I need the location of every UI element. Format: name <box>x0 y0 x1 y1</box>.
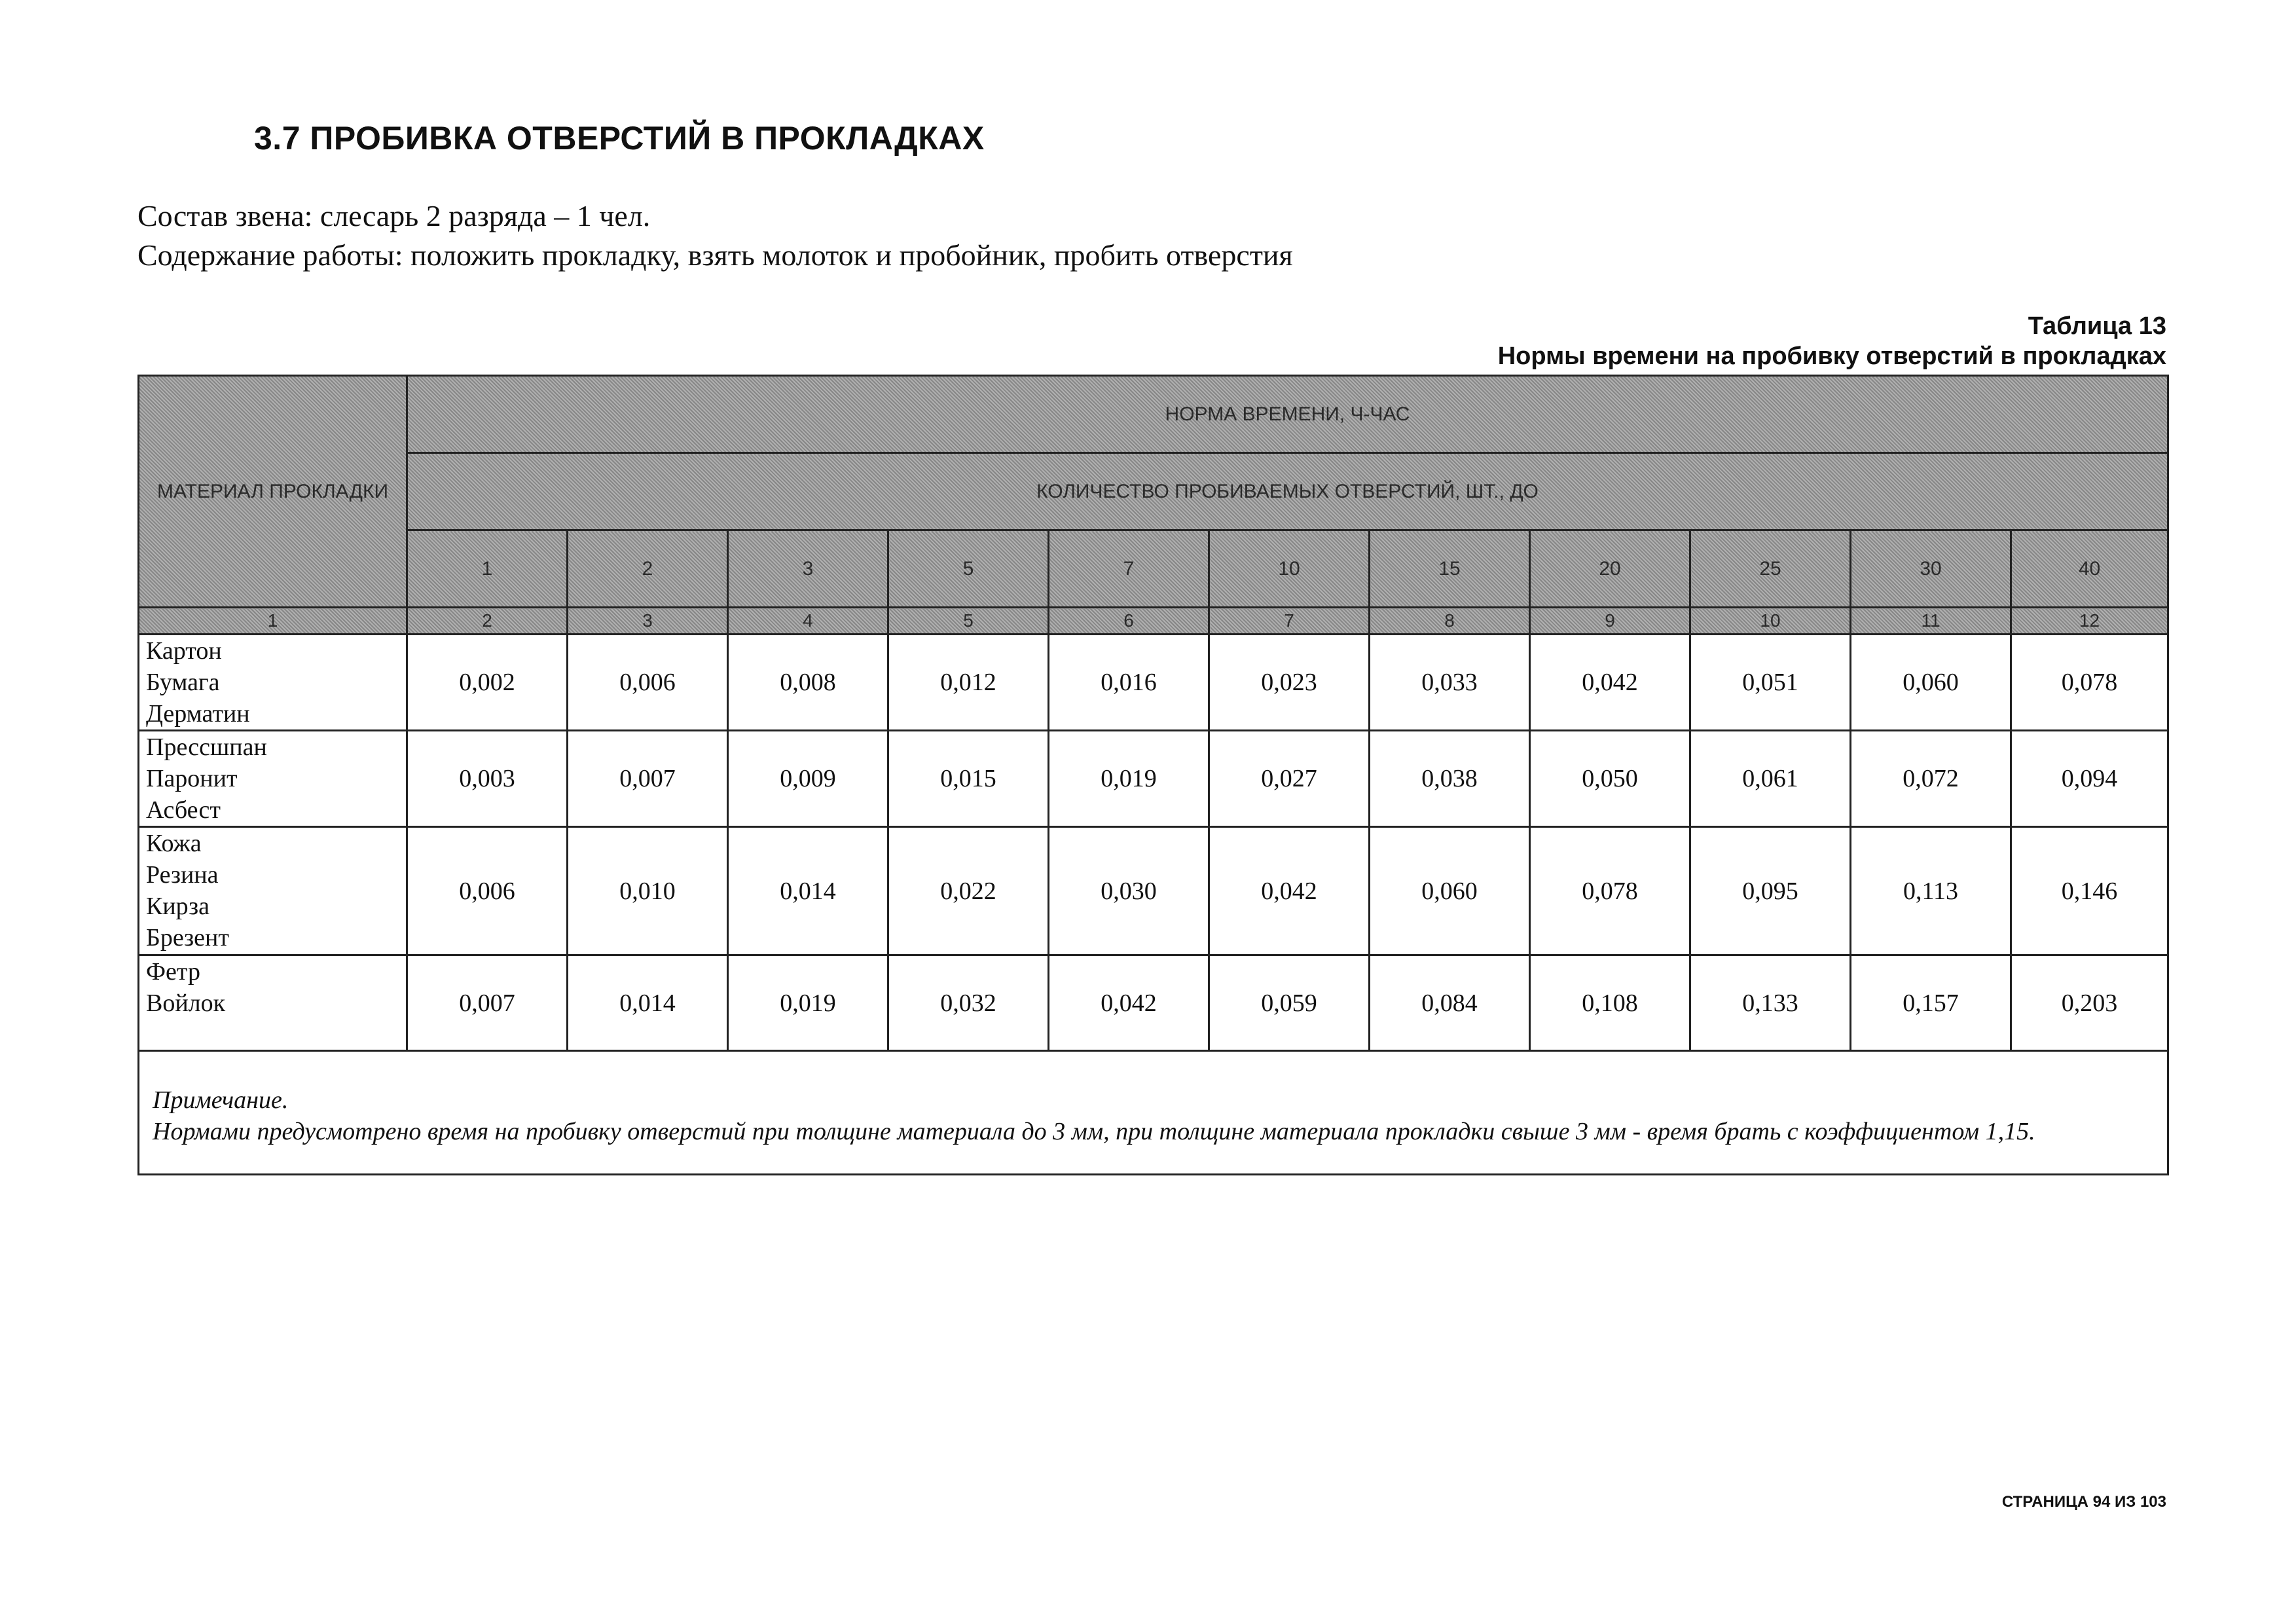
norm-value: 0,038 <box>1370 731 1530 827</box>
norm-value: 0,027 <box>1209 731 1370 827</box>
norm-value: 0,050 <box>1530 731 1690 827</box>
column-number: 9 <box>1530 608 1690 635</box>
norm-value: 0,060 <box>1851 635 2011 731</box>
norm-value: 0,007 <box>568 731 728 827</box>
table-row <box>139 955 2168 1051</box>
hole-count-header: 25 <box>1690 530 1851 608</box>
hole-count-header: 2 <box>568 530 728 608</box>
material-name: Картон <box>146 637 222 665</box>
material-name: Кожа <box>146 830 202 857</box>
norm-value: 0,059 <box>1209 955 1370 1051</box>
norm-value: 0,009 <box>728 731 888 827</box>
norm-value: 0,078 <box>1530 827 1690 955</box>
material-name: Асбест <box>146 796 221 824</box>
material-name: Брезент <box>146 924 229 951</box>
norm-value: 0,023 <box>1209 635 1370 731</box>
norm-value: 0,095 <box>1690 827 1851 955</box>
norm-value: 0,113 <box>1851 827 2011 955</box>
header-material: МАТЕРИАЛ ПРОКЛАДКИ <box>139 376 407 608</box>
table-caption <box>1498 311 2166 371</box>
norm-value: 0,010 <box>568 827 728 955</box>
header-norm: НОРМА ВРЕМЕНИ, Ч-ЧАС <box>407 376 2168 453</box>
material-name: Резина <box>146 861 219 889</box>
norm-value: 0,157 <box>1851 955 2011 1051</box>
intro-text <box>137 196 1293 275</box>
material-cell <box>139 955 407 1051</box>
norm-value: 0,030 <box>1049 827 1209 955</box>
column-number: 2 <box>407 608 568 635</box>
column-number: 12 <box>2011 608 2168 635</box>
material-name: Паронит <box>146 765 238 792</box>
column-number: 5 <box>888 608 1049 635</box>
norm-value: 0,108 <box>1530 955 1690 1051</box>
norm-value: 0,015 <box>888 731 1049 827</box>
norm-value: 0,042 <box>1049 955 1209 1051</box>
norm-value: 0,033 <box>1370 635 1530 731</box>
hole-count-header: 7 <box>1049 530 1209 608</box>
norm-value: 0,203 <box>2011 955 2168 1051</box>
table-title: Нормы времени на пробивку отверстий в прокладках <box>1497 342 2166 370</box>
norm-value: 0,060 <box>1370 827 1530 955</box>
norm-value: 0,006 <box>407 827 568 955</box>
table-row <box>139 635 2168 731</box>
table-number: Таблица 13 <box>2028 312 2166 340</box>
hole-count-header: 20 <box>1530 530 1690 608</box>
norm-value: 0,019 <box>1049 731 1209 827</box>
table-row <box>139 731 2168 827</box>
note-text: Нормами предусмотрено время на пробивку отверстий при толщине материала до 3 мм, при толщине материала прокладки свыше 3 мм - время брать с коэффициентом 1,15. <box>153 1118 2035 1145</box>
norm-value: 0,014 <box>568 955 728 1051</box>
norm-value: 0,084 <box>1370 955 1530 1051</box>
table-note <box>139 1051 2168 1175</box>
material-name: Дерматин <box>146 700 250 728</box>
column-number: 6 <box>1049 608 1209 635</box>
column-number: 1 <box>139 608 407 635</box>
material-name: Прессшпан <box>146 733 267 761</box>
material-name: Кирза <box>146 893 210 920</box>
column-number: 11 <box>1851 608 2011 635</box>
crew-composition: Состав звена: слесарь 2 разряда – 1 чел. <box>137 199 651 232</box>
hole-count-header: 5 <box>888 530 1049 608</box>
material-cell <box>139 635 407 731</box>
column-number: 3 <box>568 608 728 635</box>
column-number: 10 <box>1690 608 1851 635</box>
section-heading: 3.7 ПРОБИВКА ОТВЕРСТИЙ В ПРОКЛАДКАХ <box>254 120 985 157</box>
norm-value: 0,002 <box>407 635 568 731</box>
material-name: Фетр <box>146 958 200 986</box>
norm-value: 0,042 <box>1530 635 1690 731</box>
page-number: СТРАНИЦА 94 ИЗ 103 <box>2001 1493 2166 1511</box>
norms-table <box>137 375 2169 1175</box>
material-cell <box>139 827 407 955</box>
column-number: 4 <box>728 608 888 635</box>
column-number: 7 <box>1209 608 1370 635</box>
header-hole-count: КОЛИЧЕСТВО ПРОБИВАЕМЫХ ОТВЕРСТИЙ, ШТ., ДО <box>407 453 2168 530</box>
note-title: Примечание. <box>153 1086 289 1114</box>
norm-value: 0,016 <box>1049 635 1209 731</box>
hole-count-header: 3 <box>728 530 888 608</box>
work-content: Содержание работы: положить прокладку, взять молоток и пробойник, пробить отверстия <box>137 238 1293 272</box>
norm-value: 0,007 <box>407 955 568 1051</box>
hole-count-header: 1 <box>407 530 568 608</box>
norm-value: 0,008 <box>728 635 888 731</box>
norm-value: 0,042 <box>1209 827 1370 955</box>
hole-count-header: 40 <box>2011 530 2168 608</box>
material-name: Войлок <box>146 989 226 1017</box>
norm-value: 0,006 <box>568 635 728 731</box>
column-number: 8 <box>1370 608 1530 635</box>
norm-value: 0,051 <box>1690 635 1851 731</box>
norm-value: 0,032 <box>888 955 1049 1051</box>
hole-count-header: 10 <box>1209 530 1370 608</box>
norm-value: 0,003 <box>407 731 568 827</box>
hole-count-header: 30 <box>1851 530 2011 608</box>
norm-value: 0,022 <box>888 827 1049 955</box>
norm-value: 0,061 <box>1690 731 1851 827</box>
hole-count-header: 15 <box>1370 530 1530 608</box>
norm-value: 0,094 <box>2011 731 2168 827</box>
norm-value: 0,078 <box>2011 635 2168 731</box>
norm-value: 0,012 <box>888 635 1049 731</box>
table-row <box>139 827 2168 955</box>
material-cell <box>139 731 407 827</box>
norm-value: 0,146 <box>2011 827 2168 955</box>
norm-value: 0,014 <box>728 827 888 955</box>
norm-value: 0,133 <box>1690 955 1851 1051</box>
material-name: Бумага <box>146 669 220 696</box>
norm-value: 0,072 <box>1851 731 2011 827</box>
norm-value: 0,019 <box>728 955 888 1051</box>
